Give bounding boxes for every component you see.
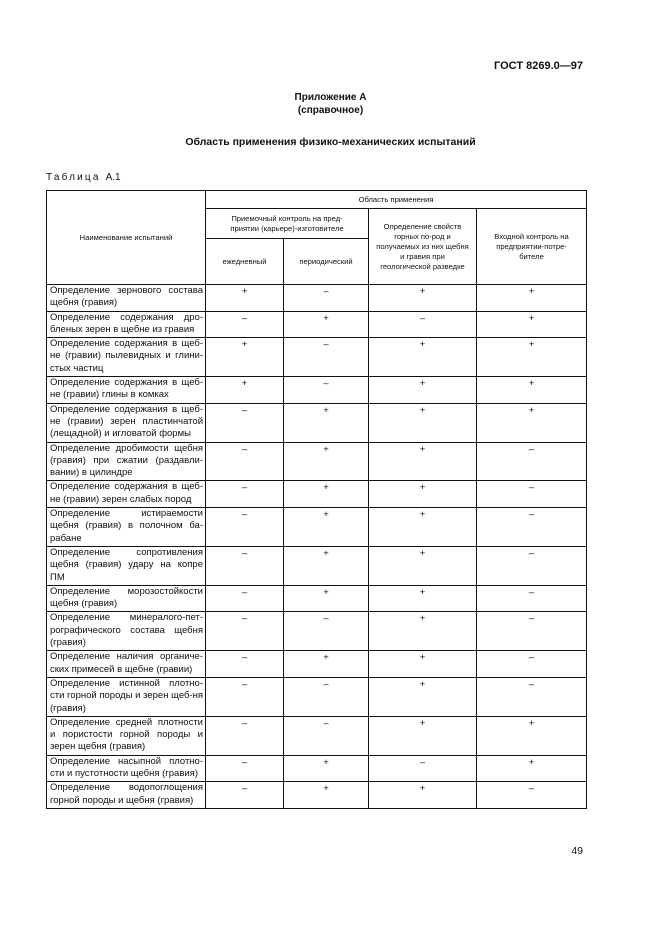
table-row [47,311,587,338]
table-row [47,782,587,809]
header-periodic: периодический [284,239,369,285]
applicability-mark-periodic: + [284,442,369,481]
test-name-cell: Определение содержания в щеб-не (гравии) зерен слабых пород [47,481,206,508]
header-acceptance-control: Приемочный контроль на пред-приятии (карьере)-изготовителе [206,209,369,239]
tests-table-body [47,285,587,809]
applicability-mark-daily: – [206,651,284,678]
applicability-mark-geo: + [369,285,477,312]
applicability-mark-periodic: + [284,403,369,442]
applicability-mark-geo: + [369,442,477,481]
table-caption-word: Таблица [46,172,101,183]
tests-table [46,190,587,809]
applicability-mark-incoming: – [477,508,587,547]
applicability-mark-geo: + [369,338,477,377]
applicability-mark-incoming: – [477,546,587,585]
applicability-mark-periodic: – [284,377,369,404]
page-title: Область применения физико-механических испытаний [185,136,476,148]
applicability-mark-incoming: – [477,585,587,612]
test-name-cell: Определение сопротивления щебня (гравия) удару на копре ПМ [47,546,206,585]
applicability-mark-incoming: – [477,612,587,651]
applicability-mark-daily: – [206,311,284,338]
applicability-mark-geo: + [369,546,477,585]
applicability-mark-daily: – [206,403,284,442]
applicability-mark-daily: – [206,508,284,547]
test-name-cell: Определение дробимости щебня (гравия) при сжатии (раздавли-вании) в цилиндре [47,442,206,481]
table-caption [46,172,121,183]
header-test-name: Наименование испытаний [47,191,206,285]
applicability-mark-periodic: + [284,508,369,547]
test-name-cell: Определение минералого-пет-рографического состава щебня (гравия) [47,612,206,651]
applicability-mark-periodic: – [284,677,369,716]
table-row [47,677,587,716]
table-row [47,481,587,508]
applicability-mark-geo: + [369,403,477,442]
applicability-mark-geo: + [369,508,477,547]
applicability-mark-daily: + [206,377,284,404]
appendix-note: (справочное) [297,105,364,116]
test-name-cell: Определение насыпной плотно-сти и пустотности щебня (гравия) [47,755,206,782]
applicability-mark-incoming: + [477,755,587,782]
test-name-cell: Определение истинной плотно-сти горной породы и зерен щеб-ня (гравия) [47,677,206,716]
applicability-mark-periodic: + [284,651,369,678]
applicability-mark-incoming: – [477,782,587,809]
header-daily: ежедневный [206,239,284,285]
applicability-mark-periodic: – [284,338,369,377]
applicability-mark-periodic: + [284,311,369,338]
table-row [47,285,587,312]
applicability-mark-geo: + [369,651,477,678]
header-incoming-control: Входной контроль на предприятии-потре-бителе [477,209,587,285]
table-row [47,755,587,782]
table-row [47,612,587,651]
appendix-title: Приложение А [294,92,367,103]
applicability-mark-geo: + [369,377,477,404]
table-row [47,403,587,442]
applicability-mark-periodic: – [284,716,369,755]
applicability-mark-incoming: – [477,442,587,481]
applicability-mark-incoming: + [477,311,587,338]
document-code: ГОСТ 8269.0—97 [494,60,583,72]
header-geological-survey: Определение свойств горных по-род и получаемых из них щебня и гравия при геологической разведке [369,209,477,285]
applicability-mark-daily: + [206,285,284,312]
applicability-mark-incoming: + [477,377,587,404]
applicability-mark-geo: – [369,311,477,338]
applicability-mark-periodic: + [284,782,369,809]
applicability-mark-daily: – [206,612,284,651]
applicability-mark-geo: + [369,677,477,716]
applicability-mark-daily: – [206,677,284,716]
header-scope: Область применения [206,191,587,209]
applicability-mark-daily: – [206,585,284,612]
test-name-cell: Определение наличия органиче-ских примесей в щебне (гравии) [47,651,206,678]
page-number: 49 [571,845,583,857]
applicability-mark-incoming: – [477,677,587,716]
applicability-mark-daily: – [206,755,284,782]
test-name-cell: Определение содержания в щеб-не (гравии) пылевидных и глини-стых частиц [47,338,206,377]
applicability-mark-daily: + [206,338,284,377]
appendix-heading [0,91,661,117]
table-row [47,651,587,678]
applicability-mark-incoming: + [477,285,587,312]
applicability-mark-incoming: + [477,403,587,442]
table-row [47,338,587,377]
applicability-mark-daily: – [206,442,284,481]
applicability-mark-geo: + [369,585,477,612]
applicability-mark-incoming: + [477,716,587,755]
table-row [47,508,587,547]
table-row [47,546,587,585]
test-name-cell: Определение содержания в щеб-не (гравии) глины в комках [47,377,206,404]
applicability-mark-periodic: + [284,481,369,508]
applicability-mark-daily: – [206,782,284,809]
applicability-mark-daily: – [206,716,284,755]
test-name-cell: Определение истираемости щебня (гравия) в полочном ба-рабане [47,508,206,547]
applicability-mark-periodic: + [284,585,369,612]
applicability-mark-daily: – [206,546,284,585]
applicability-mark-periodic: – [284,285,369,312]
test-name-cell: Определение средней плотности и пористости горной породы и зерен щебня (гравия) [47,716,206,755]
applicability-mark-periodic: – [284,612,369,651]
table-row [47,716,587,755]
applicability-mark-incoming: – [477,481,587,508]
test-name-cell: Определение морозостойкости щебня (гравия) [47,585,206,612]
applicability-mark-incoming: – [477,651,587,678]
applicability-mark-geo: + [369,612,477,651]
test-name-cell: Определение содержания дро-бленых зерен в щебне из гравия [47,311,206,338]
applicability-mark-incoming: + [477,338,587,377]
applicability-mark-daily: – [206,481,284,508]
test-name-cell: Определение зернового состава щебня (гравия) [47,285,206,312]
applicability-mark-geo: + [369,782,477,809]
table-row [47,377,587,404]
table-row [47,442,587,481]
applicability-mark-periodic: + [284,755,369,782]
applicability-mark-geo: + [369,716,477,755]
test-name-cell: Определение содержания в щеб-не (гравии) зерен пластинчатой (лещадной) и игловатой формы [47,403,206,442]
applicability-mark-geo: + [369,481,477,508]
table-caption-number: А.1 [105,172,121,183]
test-name-cell: Определение водопоглощения горной породы и щебня (гравия) [47,782,206,809]
table-row [47,585,587,612]
applicability-mark-periodic: + [284,546,369,585]
applicability-mark-geo: – [369,755,477,782]
